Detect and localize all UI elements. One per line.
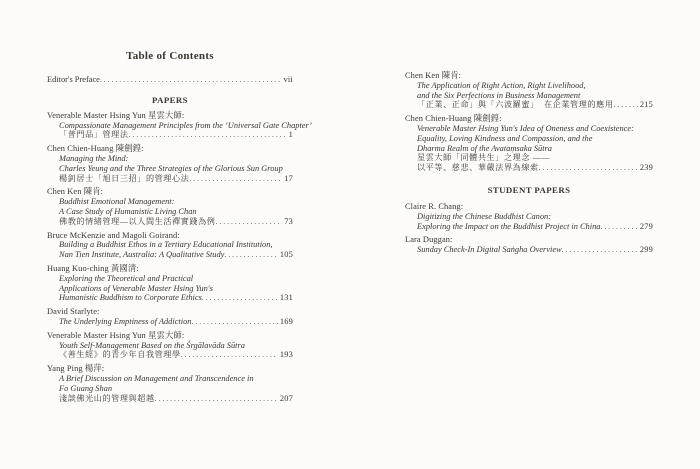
entry-leader-line (405, 163, 653, 173)
toc-entry (47, 231, 293, 260)
page-number: vii (283, 75, 293, 84)
page-number: 239 (639, 163, 653, 173)
entry-leader-line (47, 250, 293, 260)
page-number: 169 (279, 316, 293, 326)
entry-leader-text: 佛教的情緒管理—以人間生活禪實踐為例 (59, 216, 216, 226)
page-number: 131 (279, 293, 293, 303)
entry-title-line: A Brief Discussion on Management and Transcendence in (59, 373, 254, 383)
entry-title-line: Applications of Venerable Master Hsing Yun's (59, 283, 213, 293)
entry-title-line: Equality, Loving Kindness and Compassion, and the (417, 133, 593, 143)
dot-leader (216, 217, 283, 227)
toc-entry (47, 110, 312, 140)
dot-leader (181, 350, 278, 360)
toc-entry (47, 187, 293, 226)
entry-leader-line (47, 394, 293, 404)
entry-title-line: Buddhist Emotional Management: (59, 197, 175, 207)
page-number: 299 (639, 245, 653, 255)
entry-author: Venerable Master Hsing Yun 星雲大師: (47, 330, 185, 340)
dot-leader (562, 245, 638, 255)
entry-author: Lara Duggan: (405, 235, 453, 245)
entry-title-line: Digitizing the Chinese Buddhist Canon: (417, 211, 551, 221)
entry-leader-line (47, 174, 293, 184)
entry-author: David Starlyte: (47, 307, 100, 317)
page-number: 1 (288, 130, 293, 140)
entry-author: Yang Ping 楊萍: (47, 364, 105, 374)
entry-title-line: 星雲大師「同體共生」之理念 —— (417, 153, 551, 163)
entry-title-line: Managing the Mind: (59, 153, 129, 163)
dot-leader (539, 163, 638, 173)
toc-entry (47, 264, 293, 303)
preface-line (47, 75, 293, 85)
entry-title-line: Charles Yeung and the Three Strategies of the Glorious Sun Group (59, 163, 283, 173)
entry-title-line: Compassionate Management Principles from the ‘Universal Gate Chapter’ (59, 120, 312, 130)
entry-leader-text: Exploring the Impact on the Buddhist Project in China (417, 221, 601, 231)
entry-title-line: and the Six Perfections in Business Management (417, 90, 581, 100)
entry-author: Chen Ken 陳肯: (47, 187, 104, 197)
dot-leader (100, 75, 282, 85)
page-number: 279 (639, 221, 653, 231)
preface-label: Editor's Preface (47, 75, 100, 84)
right-page (405, 71, 653, 259)
entry-title-line: Building a Buddhist Ethos in a Tertiary Educational Institution, (59, 240, 273, 250)
dot-leader (129, 130, 287, 140)
dot-leader (191, 317, 277, 327)
page-number: 207 (279, 393, 293, 403)
toc-entry (47, 307, 293, 327)
page-number: 105 (279, 250, 293, 260)
toc-entry (405, 71, 653, 110)
entry-author: Chen Ken 陳肯: (405, 71, 462, 80)
toc-entry (47, 144, 293, 183)
entry-title-line: A Case Study of Humanistic Living Chan (59, 206, 197, 216)
toc-entry (405, 202, 653, 231)
entry-author: Bruce McKenzie and Magoli Goirand: (47, 230, 180, 240)
entry-leader-text: The Underlying Emptiness of Addiction (59, 316, 192, 326)
entry-leader-text: 淺談佛光山的管理與超越 (59, 393, 155, 403)
toc-entry (47, 364, 293, 403)
entry-leader-text: Nan Tien Institute, Australia: A Qualitative Study (59, 250, 225, 260)
dot-leader (189, 174, 282, 184)
entry-leader-line (47, 293, 293, 303)
entry-leader-line (405, 245, 653, 255)
dot-leader (155, 394, 278, 404)
entry-author: Huang Kuo-ching 黃國清: (47, 263, 139, 273)
toc-entry (405, 114, 653, 173)
section-heading-papers: PAPERS (152, 94, 188, 105)
entry-leader-text: 楊釗居士「旭日三招」的管理心法 (59, 173, 190, 183)
page-number: 193 (279, 350, 293, 360)
entry-leader-text: 以平等、慈悲、華嚴法界為線索 (417, 163, 539, 173)
entry-author: Chen Chien-Huang 陳劍鍠: (47, 144, 144, 154)
entry-title-line: Fo Guang Shan (59, 383, 113, 393)
entry-title-line: Youth Self-Management Based on the Śrgālavāda Sūtra (59, 340, 245, 350)
entry-leader-text: 「正業、正命」與「六波羅蜜」 在企業管理的應用 (417, 100, 614, 110)
page-title: Table of Contents (126, 50, 214, 62)
entry-leader-line (47, 350, 293, 360)
entry-leader-text: Humanistic Buddhism to Corporate Ethics (59, 293, 202, 303)
toc-entry (47, 331, 293, 360)
entry-title-line: Dharma Realm of the Avataṃsaka Sūtra (417, 143, 552, 153)
dot-leader (614, 100, 638, 110)
entry-leader-line (405, 100, 653, 110)
entry-leader-text: 《善生經》的青少年自我管理學 (59, 350, 181, 360)
entry-title-line: Venerable Master Hsing Yun's Idea of Oneness and Coexistence: (417, 123, 634, 133)
page-number: 215 (639, 100, 653, 110)
entry-author: Venerable Master Hsing Yun 星雲大師: (47, 110, 185, 120)
entry-leader-line (47, 130, 293, 140)
entry-title-line: Exploring the Theoretical and Practical (59, 273, 194, 283)
dot-leader (224, 250, 277, 260)
entry-leader-text: 「普門品」管理法 (59, 130, 129, 140)
page-number: 17 (284, 173, 293, 183)
left-page (47, 50, 312, 407)
section-heading-student-papers: STUDENT PAPERS (487, 184, 571, 195)
page-number: 73 (284, 216, 293, 226)
entry-leader-line (47, 217, 293, 227)
entry-leader-line (47, 317, 293, 327)
entry-leader-line (405, 222, 653, 232)
entry-title-line: The Application of Right Action, Right Livelihood, (417, 80, 586, 90)
dot-leader (600, 222, 637, 232)
entry-leader-text: Sunday Check-In Digital Saṅgha Overview (417, 245, 562, 255)
dot-leader (202, 293, 278, 303)
toc-entry (405, 235, 653, 255)
entry-author: Claire R. Chang: (405, 201, 464, 211)
entry-author: Chen Chien-Huang 陳劍鍠: (405, 114, 502, 124)
